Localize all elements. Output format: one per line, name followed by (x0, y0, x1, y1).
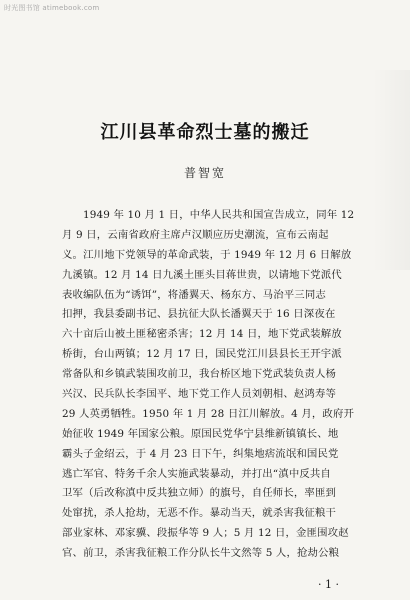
article-author: 普智宽 (183, 166, 226, 180)
body-line: 始征收 1949 年国家公粮。原国民党华宁县维新镇镇长、地 (62, 427, 339, 440)
body-line: 月 9 日，云南省政府主席卢汉顺应历史潮流，宣布云南起 (62, 228, 329, 241)
body-line: 逃亡军官、特务千余人实施武装暴动，并打出“滇中反共自 (62, 467, 331, 480)
body-line: 卫军（后改称滇中反共独立师）的旗号，自任师长，率匪到 (62, 487, 337, 500)
body-line: 1949 年 10 月 1 日，中华人民共和国宣告成立，同年 12 (83, 209, 355, 221)
page-number: · 1 · (318, 578, 339, 591)
body-line: 霸头子金绍云，于 4 月 23 日下午，纠集地痞流氓和国民党 (62, 447, 339, 460)
body-line: 桥街，台山两镇；12 月 17 日，国民党江川县县长王开宇派 (62, 348, 342, 361)
body-line: 表收编队伍为“诱饵”，将潘翼天、杨东方、马治平三同志 (62, 288, 326, 301)
body-line: 九溪镇。12 月 14 日九溪土匪头目蒋世贵，以请地下党派代 (62, 268, 342, 281)
body-line: 六十亩后山被土匪秘密杀害；12 月 14 日，地下党武装解放 (62, 328, 342, 341)
body-line: 部业家林、邓家骥、段振华等 9 人；5 月 12 日，金匪围攻赵 (62, 527, 349, 540)
body-line: 扣押，我县委副书记、县抗征大队长潘翼天于 16 日深夜在 (62, 308, 336, 321)
body-line: 官、前卫，杀害我征粮工作分队长牛文然等 5 人，抢劫公粮 (62, 547, 340, 560)
body-line: 29 人英勇牺牲。1950 年 1 月 28 日江川解放。4 月，政府开 (62, 407, 355, 420)
article-body (62, 206, 366, 564)
body-line: 常备队和乡镇武装围攻前卫，我台桥区地下党武装负责人杨 (62, 368, 337, 381)
watermark: 时光图书馆 atimebook.com (4, 4, 100, 12)
body-line: 处窜扰，杀人抢劫，无恶不作。暴动当天，就杀害我征粮干 (62, 507, 337, 520)
body-line: 义。江川地下党领导的革命武装，于 1949 年 12 月 6 日解放 (62, 248, 352, 261)
article-title: 江川县革命烈士墓的搬迁 (100, 122, 310, 143)
body-line: 兴汉、民兵队长李国平、地下党工作人员刘朝相、赵鸿寿等 (62, 388, 337, 401)
